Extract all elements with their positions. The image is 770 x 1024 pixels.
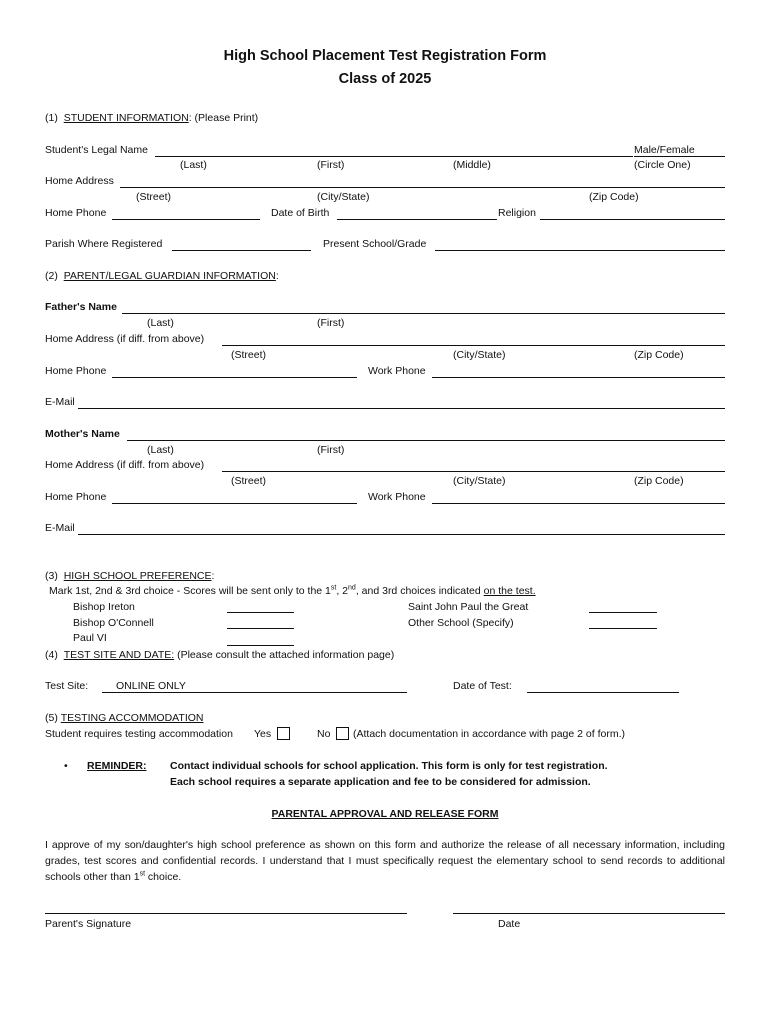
- father-work-phone-label: Work Phone: [368, 365, 426, 377]
- caption-zip: (Zip Code): [589, 191, 639, 203]
- school-bishop-ireton-choice[interactable]: [227, 612, 294, 613]
- section-5-heading: [45, 712, 204, 725]
- accommodation-no-label: No: [317, 728, 331, 740]
- release-paragraph: [45, 837, 725, 885]
- father-home-phone-label: Home Phone: [45, 365, 107, 377]
- accommodation-yes-label: Yes: [254, 728, 272, 740]
- present-school-field[interactable]: [435, 250, 725, 251]
- mother-caption-street: (Street): [231, 475, 267, 487]
- mother-address-label: Home Address (if diff. from above): [45, 459, 205, 471]
- present-school-label: Present School/Grade: [323, 238, 427, 250]
- school-sjpg-choice[interactable]: [589, 612, 657, 613]
- school-sjpg-label: Saint John Paul the Great: [408, 601, 529, 613]
- mother-caption-first: (First): [317, 444, 345, 456]
- parish-label: Parish Where Registered: [45, 238, 163, 250]
- student-legal-name-field[interactable]: [155, 156, 633, 157]
- caption-first: (First): [317, 159, 345, 171]
- release-paragraph-end: choice.: [145, 871, 182, 883]
- school-bishop-ireton-label: Bishop Ireton: [73, 601, 135, 613]
- section-3-heading: [45, 570, 214, 583]
- reminder-label: REMINDER:: [87, 760, 147, 772]
- accommodation-yes-checkbox[interactable]: [277, 727, 290, 740]
- accommodation-question: Student requires testing accommodation: [45, 728, 233, 740]
- mother-caption-zip: (Zip Code): [634, 475, 684, 487]
- instructions-underlined: on the test.: [483, 585, 536, 597]
- student-home-address-field[interactable]: [120, 187, 725, 188]
- signature-date-label: Date: [498, 918, 521, 930]
- father-caption-zip: (Zip Code): [634, 349, 684, 361]
- dob-field[interactable]: [337, 219, 497, 220]
- parish-field[interactable]: [172, 250, 311, 251]
- father-home-phone-field[interactable]: [112, 377, 357, 378]
- father-name-field[interactable]: [122, 313, 725, 314]
- accommodation-attach-note: (Attach documentation in accordance with page 2 of form.): [353, 728, 625, 740]
- school-other-choice[interactable]: [589, 628, 657, 629]
- form-subtitle: Class of 2025: [338, 71, 432, 87]
- instructions-part-1: Mark 1st, 2nd & 3rd choice - Scores will be sent only to the 1: [49, 585, 331, 597]
- mother-home-phone-label: Home Phone: [45, 491, 107, 503]
- father-caption-last: (Last): [147, 317, 174, 329]
- section-5-number: (5): [45, 712, 58, 724]
- test-site-value: ONLINE ONLY: [116, 680, 186, 692]
- caption-last: (Last): [180, 159, 207, 171]
- mother-address-field[interactable]: [222, 471, 725, 472]
- section-5-title: TESTING ACCOMMODATION: [60, 712, 204, 724]
- preference-instructions: [49, 585, 536, 598]
- section-3-title: HIGH SCHOOL PREFERENCE: [63, 570, 212, 582]
- gender-field[interactable]: [634, 156, 725, 157]
- section-2-title: PARENT/LEGAL GUARDIAN INFORMATION: [63, 270, 276, 282]
- caption-middle: (Middle): [453, 159, 491, 171]
- caption-city-state: (City/State): [317, 191, 370, 203]
- father-work-phone-field[interactable]: [432, 377, 725, 378]
- parent-signature-label: Parent's Signature: [45, 918, 132, 930]
- school-bishop-oconnell-choice[interactable]: [227, 628, 294, 629]
- section-3-colon: :: [211, 570, 215, 582]
- reminder-line-2: Each school requires a separate application and fee to be considered for admission.: [170, 776, 591, 788]
- instructions-part-2: , 2: [336, 585, 349, 597]
- section-4-title: TEST SITE AND DATE:: [63, 649, 175, 661]
- section-1-heading: [45, 112, 258, 125]
- instructions-part-3: , and 3rd choices indicated: [355, 585, 484, 597]
- father-address-label: Home Address (if diff. from above): [45, 333, 205, 345]
- section-4-note: (Please consult the attached information page): [174, 649, 395, 661]
- section-1-number: (1): [45, 112, 58, 124]
- accommodation-no-checkbox[interactable]: [336, 727, 349, 740]
- test-date-field[interactable]: [527, 692, 679, 693]
- father-address-field[interactable]: [222, 345, 725, 346]
- gender-label: Male/Female: [634, 144, 695, 156]
- father-email-field[interactable]: [78, 408, 725, 409]
- release-title: PARENTAL APPROVAL AND RELEASE FORM: [271, 808, 499, 820]
- religion-label: Religion: [498, 207, 536, 219]
- section-4-heading: [45, 649, 394, 662]
- father-caption-first: (First): [317, 317, 345, 329]
- mother-email-label: E-Mail: [45, 522, 75, 534]
- instructions-sup-st: st: [330, 584, 337, 592]
- mother-work-phone-field[interactable]: [432, 503, 725, 504]
- parent-signature-field[interactable]: [45, 913, 407, 914]
- father-caption-street: (Street): [231, 349, 267, 361]
- mother-work-phone-label: Work Phone: [368, 491, 426, 503]
- school-paul-vi-choice[interactable]: [227, 645, 294, 646]
- mother-name-label: Mother's Name: [45, 428, 120, 440]
- release-paragraph-sup: st: [139, 870, 146, 878]
- caption-street: (Street): [136, 191, 172, 203]
- student-home-address-label: Home Address: [45, 175, 114, 187]
- student-home-phone-field[interactable]: [112, 219, 260, 220]
- school-bishop-oconnell-label: Bishop O'Connell: [73, 617, 154, 629]
- signature-date-field[interactable]: [453, 913, 725, 914]
- mother-home-phone-field[interactable]: [112, 503, 357, 504]
- section-2-heading: [45, 270, 279, 283]
- father-caption-city-state: (City/State): [453, 349, 506, 361]
- mother-caption-city-state: (City/State): [453, 475, 506, 487]
- form-title: High School Placement Test Registration Form: [223, 48, 547, 64]
- caption-circle-one: (Circle One): [634, 159, 691, 171]
- test-site-label: Test Site:: [45, 680, 89, 692]
- dob-label: Date of Birth: [271, 207, 330, 219]
- section-2-number: (2): [45, 270, 58, 282]
- father-email-label: E-Mail: [45, 396, 75, 408]
- instructions-sup-nd: nd: [348, 584, 356, 592]
- student-home-phone-label: Home Phone: [45, 207, 107, 219]
- section-4-number: (4): [45, 649, 58, 661]
- reminder-line-1: Contact individual schools for school application. This form is only for test registration.: [170, 760, 608, 772]
- section-2-colon: :: [275, 270, 279, 282]
- school-paul-vi-label: Paul VI: [73, 632, 107, 644]
- religion-field[interactable]: [540, 219, 725, 220]
- section-3-number: (3): [45, 570, 58, 582]
- test-date-label: Date of Test:: [453, 680, 512, 692]
- section-1-note: : (Please Print): [188, 112, 259, 124]
- mother-name-field[interactable]: [127, 440, 725, 441]
- release-paragraph-text: I approve of my son/daughter's high school preference as shown on this form and authorize the release of all necessary information, including grades, test scores and confidential records. I understand that I must specifically request the elementary school to send records to additional schools other than 1: [45, 839, 725, 883]
- reminder-bullet: •: [64, 760, 68, 772]
- father-name-label: Father's Name: [45, 301, 117, 313]
- school-other-label: Other School (Specify): [408, 617, 514, 629]
- section-1-title: STUDENT INFORMATION: [63, 112, 189, 124]
- student-legal-name-label: Student's Legal Name: [45, 144, 148, 156]
- mother-caption-last: (Last): [147, 444, 174, 456]
- mother-email-field[interactable]: [78, 534, 725, 535]
